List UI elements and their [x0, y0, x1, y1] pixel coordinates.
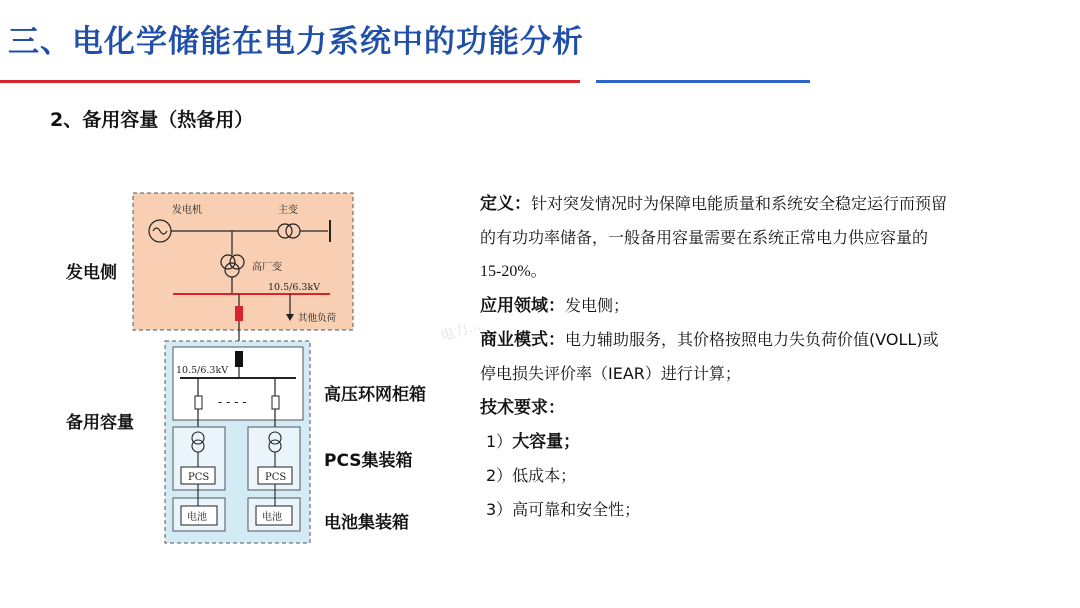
label-battery-container: 电池集装箱 — [324, 513, 409, 533]
pcs-label-left: PCS — [188, 472, 210, 483]
pcs-label-right: PCS — [265, 472, 287, 483]
section-subtitle: 2、备用容量（热备用） — [50, 109, 254, 131]
definition-text-3: 15-20%。 — [480, 263, 547, 280]
battery-label-left: 电池 — [187, 512, 207, 523]
page-title: 三、电化学储能在电力系统中的功能分析 — [8, 24, 584, 60]
tech-line — [480, 391, 1040, 425]
branch-dashes: - - - - — [218, 395, 247, 409]
definition-line-1 — [480, 187, 1040, 221]
switch-right — [272, 396, 279, 409]
requirement-2: 2）低成本； — [486, 466, 577, 485]
label-pcs-container: PCS集装箱 — [324, 451, 413, 471]
application-label: 应用领域： — [480, 296, 565, 316]
application-line — [480, 289, 1040, 323]
bus-voltage-bottom: 10.5/6.3kV — [176, 365, 229, 376]
requirement-3: 3）高可靠和安全性； — [486, 500, 641, 519]
definition-text-1: 针对突发情况时为保障电能质量和系统安全稳定运行而预留 — [531, 194, 948, 213]
label-hv-ring-cabinet: 高压环网柜箱 — [324, 385, 426, 405]
label-generation-side: 发电侧 — [66, 263, 117, 283]
definition-label: 定义： — [480, 194, 531, 214]
requirement-1-num: 1） — [486, 432, 513, 451]
label-reserve-capacity: 备用容量 — [66, 413, 134, 433]
requirement-1-text: 大容量； — [512, 432, 581, 452]
business-text-1: 电力辅助服务，其价格按照电力失负荷价值(VOLL)或 — [565, 330, 939, 349]
business-text-2: 停电损失评价率（IEAR）进行计算； — [480, 364, 741, 383]
tech-label: 技术要求： — [480, 398, 565, 418]
generator-label: 发电机 — [172, 205, 202, 216]
station-transformer-label: 高厂变 — [252, 262, 282, 273]
battery-label-right: 电池 — [262, 512, 282, 523]
bus-voltage-top: 10.5/6.3kV — [268, 282, 321, 293]
other-loads-label: 其他负荷 — [298, 313, 337, 324]
watermark: 电力... — [438, 316, 484, 345]
black-breaker — [235, 351, 243, 367]
business-line-1 — [480, 323, 1040, 357]
switch-left — [195, 396, 202, 409]
description-panel — [480, 187, 1040, 527]
application-value: 发电侧； — [565, 296, 630, 315]
definition-text-2: 的有功功率储备，一般备用容量需要在系统正常电力供应容量的 — [480, 228, 929, 247]
requirement-1 — [480, 425, 1040, 459]
main-transformer-label: 主变 — [278, 205, 298, 216]
red-breaker — [235, 306, 243, 321]
business-label: 商业模式： — [480, 330, 565, 350]
